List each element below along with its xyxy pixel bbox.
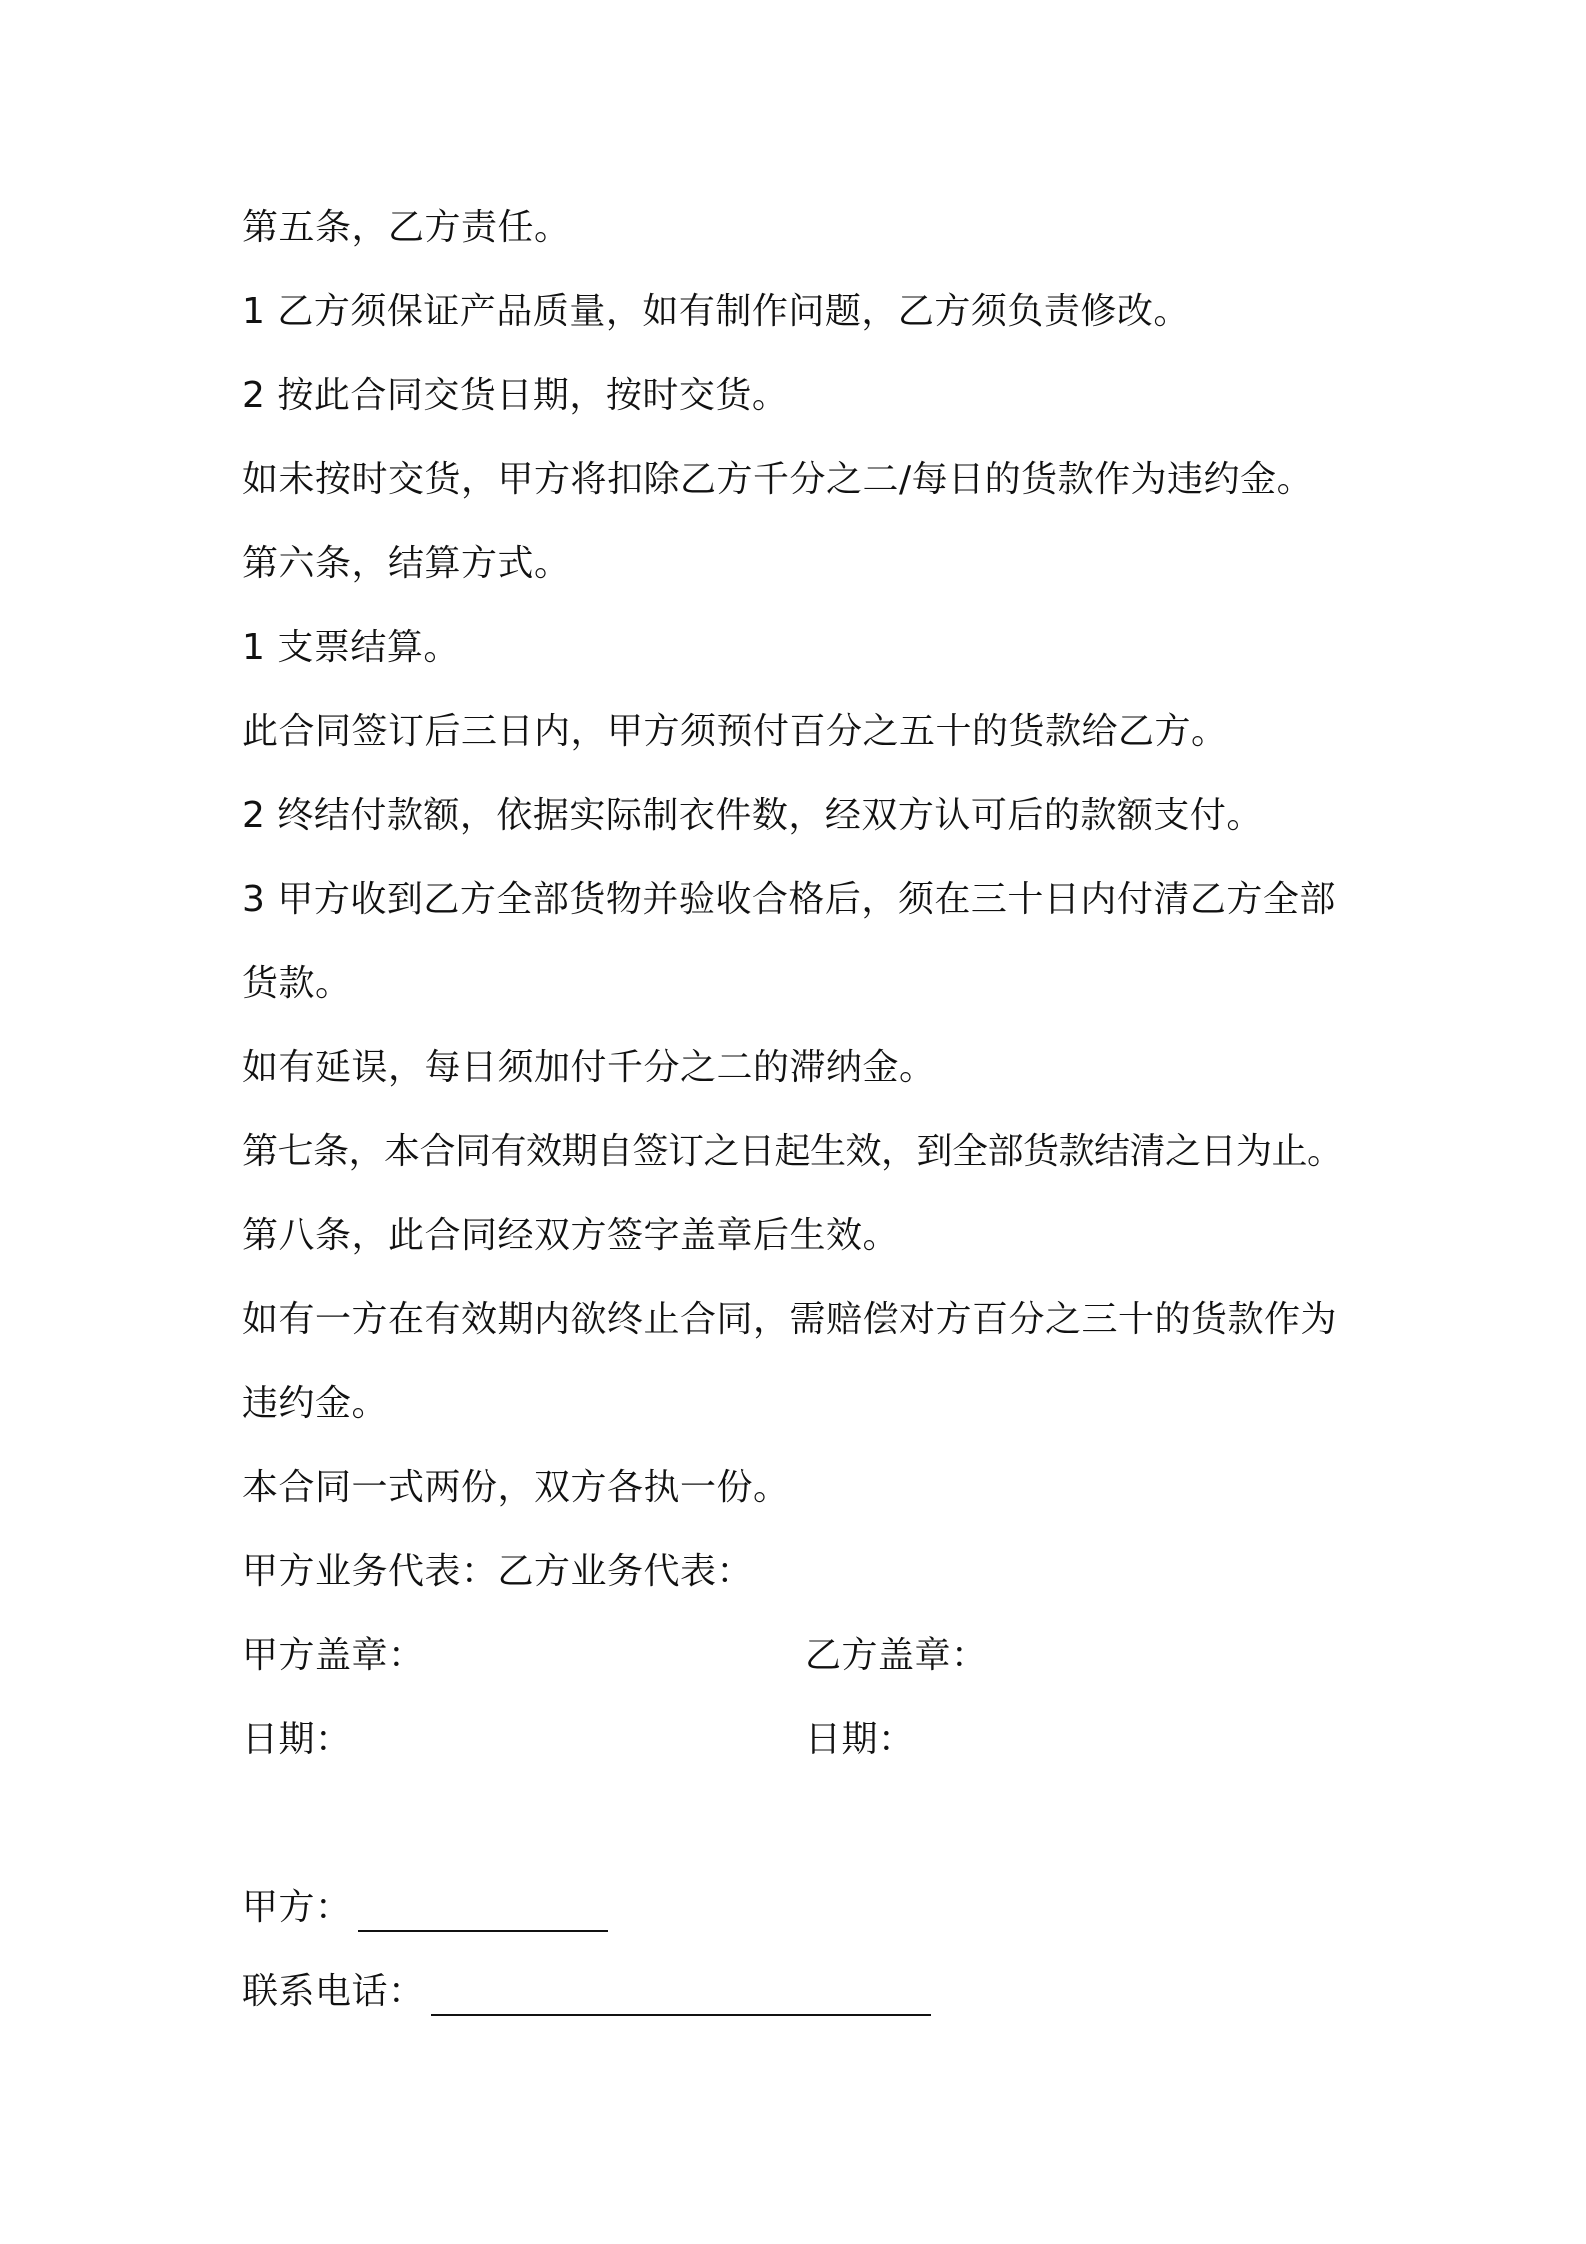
article-6-late-fee: 如有延误，每日须加付千分之二的滞纳金。 bbox=[242, 1047, 936, 1088]
party-b-date-label: 日期： bbox=[805, 1719, 915, 1760]
article-8-termination-cont: 违约金。 bbox=[242, 1383, 389, 1424]
article-8-termination: 如有一方在有效期内欲终止合同，需赔偿对方百分之三十的货款作为 bbox=[242, 1299, 1338, 1340]
article-5-penalty: 如未按时交货，甲方将扣除乙方千分之二/每日的货款作为违约金。 bbox=[242, 459, 1314, 500]
article-7: 第七条，本合同有效期自签订之日起生效，到全部货款结清之日为止。 bbox=[242, 1131, 1343, 1172]
article-5-item-2: 2 按此合同交货日期，按时交货。 bbox=[242, 375, 789, 416]
article-5-item-1: 1 乙方须保证产品质量，如有制作问题，乙方须负责修改。 bbox=[242, 291, 1190, 332]
article-5-heading: 第五条，乙方责任。 bbox=[242, 207, 571, 248]
copies-clause: 本合同一式两份，双方各执一份。 bbox=[242, 1467, 790, 1508]
article-6-item-3: 3 甲方收到乙方全部货物并验收合格后，须在三十日内付清乙方全部 bbox=[242, 879, 1336, 920]
party-a-label: 甲方： bbox=[242, 1887, 352, 1928]
phone-label: 联系电话： bbox=[242, 1971, 425, 2012]
party-a-seal-label: 甲方盖章： bbox=[242, 1635, 425, 1676]
article-8: 第八条，此合同经双方签字盖章后生效。 bbox=[242, 1215, 900, 1256]
article-6-prepayment: 此合同签订后三日内，甲方须预付百分之五十的货款给乙方。 bbox=[242, 711, 1228, 752]
article-6-item-2: 2 终结付款额，依据实际制衣件数，经双方认可后的款额支付。 bbox=[242, 795, 1263, 836]
party-a-footer bbox=[242, 1884, 608, 1932]
representatives-line: 甲方业务代表：乙方业务代表： bbox=[242, 1551, 754, 1592]
phone-footer bbox=[242, 1968, 931, 2016]
article-6-item-1: 1 支票结算。 bbox=[242, 627, 460, 668]
article-6-heading: 第六条，结算方式。 bbox=[242, 543, 571, 584]
phone-blank-field[interactable] bbox=[431, 1978, 931, 2016]
party-a-date-label: 日期： bbox=[242, 1719, 352, 1760]
party-b-seal-label: 乙方盖章： bbox=[805, 1635, 988, 1676]
party-a-blank-field[interactable] bbox=[358, 1894, 608, 1932]
article-6-item-3-cont: 货款。 bbox=[242, 963, 352, 1004]
